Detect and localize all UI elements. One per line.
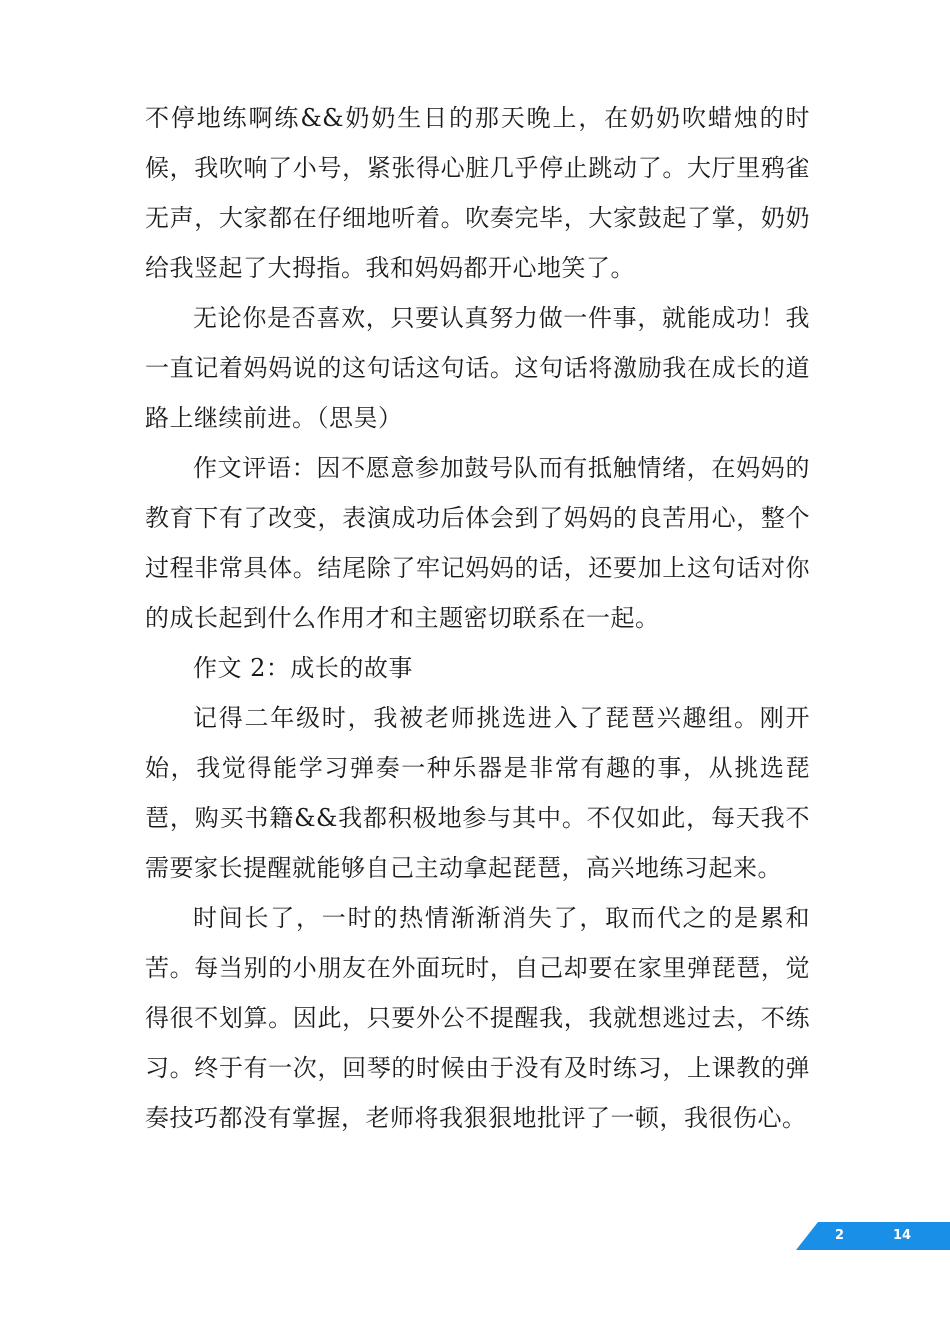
essay-2-heading: 作文 2：成长的故事	[193, 654, 413, 682]
current-page-number: 2	[835, 1228, 845, 1243]
paragraph-5: 记得二年级时，我被老师挑选进入了琵琶兴趣组。刚开始，我觉得能学习弹奏一种乐器是非常有趣的事，从挑选琵琶，购买书籍&&我都积极地参与其中。不仅如此，每天我不需要家长提醒就能够自己主动拿起琵琶，高兴地练习起来。	[145, 704, 810, 882]
paragraph-6: 时间长了，一时的热情渐渐消失了，取而代之的是累和苦。每当别的小朋友在外面玩时，自己却要在家里弹琵琶，觉得很不划算。因此，只要外公不提醒我，我就想逃过去，不练习。终于有一次，回琴的时候由于没有及时练习，上课教的弹奏技巧都没有掌握，老师将我狠狠地批评了一顿，我很伤心。	[145, 904, 810, 1132]
total-page-count: 14	[893, 1228, 912, 1243]
page-number-band	[796, 1222, 950, 1250]
paragraph-2: 无论你是否喜欢，只要认真努力做一件事，就能成功！我一直记着妈妈说的这句话这句话。这句话将激励我在成长的道路上继续前进。（思昊）	[145, 304, 810, 432]
document-body	[145, 93, 810, 1143]
paragraph-3-comment: 作文评语：因不愿意参加鼓号队而有抵触情绪，在妈妈的教育下有了改变，表演成功后体会到了妈妈的良苦用心，整个过程非常具体。结尾除了牢记妈妈的话，还要加上这句话对你的成长起到什么作用才和主题密切联系在一起。	[145, 454, 810, 632]
paragraph-1: 不停地练啊练&&奶奶生日的那天晚上，在奶奶吹蜡烛的时候，我吹响了小号，紧张得心脏几乎停止跳动了。大厅里鸦雀无声，大家都在仔细地听着。吹奏完毕，大家鼓起了掌，奶奶给我竖起了大拇指。我和妈妈都开心地笑了。	[145, 104, 810, 282]
